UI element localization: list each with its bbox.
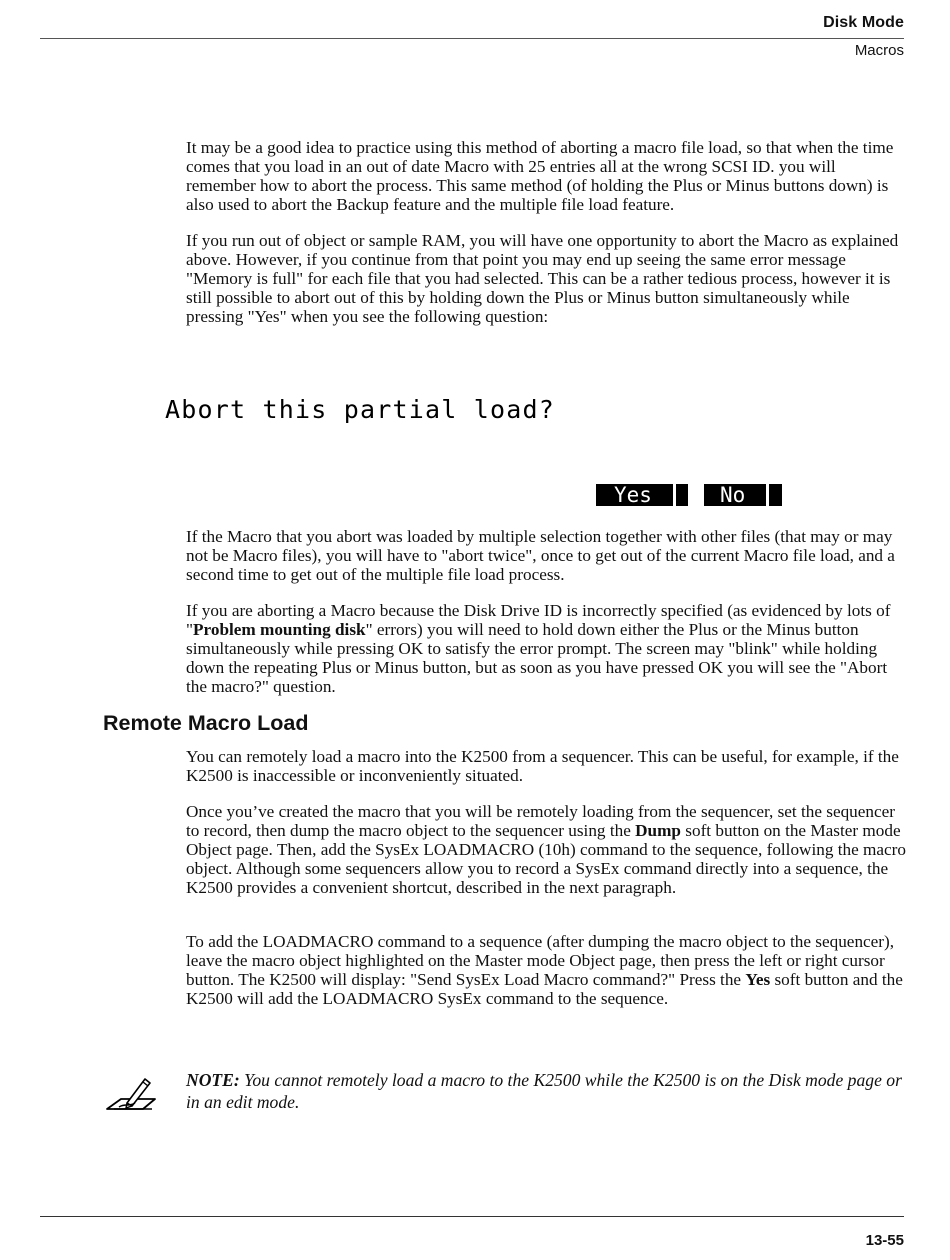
paragraph-drive-id	[186, 601, 908, 696]
dump-text-a: Once you’ve created the macro that you will be remotely loading from the sequencer, set the sequencer to record, then dump the macro object to the sequencer using the	[186, 802, 895, 840]
loadmacro-text-b: soft button and the K2500 will add the LOADMACRO SysEx command to the sequence.	[186, 970, 903, 1008]
pencil-note-icon	[105, 1073, 157, 1113]
paragraph-out-of-ram: If you run out of object or sample RAM, you will have one opportunity to abort the Macro as explained above. However, if you continue from that point you may end up seeing the same error message "Memory is full" for each file that you had selected. This can be a rather tedious process, however it is still possible to abort out of this by holding down the Plus or Minus button simultaneously while pressing "Yes" when you see the following question:	[186, 231, 899, 326]
drive-id-text-b: " errors) you will need to hold down either the Plus or the Minus button simultaneously while pressing OK to satisfy the error prompt. The screen may "blink" while holding down the repeating Plus or Minus button, but as soon as you have pressed OK you will see the "Abort the macro?" question.	[186, 620, 888, 696]
note-label: NOTE:	[186, 1070, 240, 1090]
display-yes-label: Yes	[614, 483, 652, 507]
page-number: 13-55	[865, 1232, 904, 1249]
yes-term: Yes	[745, 970, 771, 989]
footer-rule	[40, 1216, 904, 1217]
paragraph-abort-practice: It may be a good idea to practice using this method of aborting a macro file load, so that when the time comes that you load in an out of date Macro with 25 entries all at the wrong SCSI ID. you will remember how to abort the process. This same method (of holding the Plus or Minus buttons down) is also used to abort the Backup feature and the multiple file load feature.	[186, 138, 894, 214]
note-text	[186, 1069, 908, 1113]
display-no-label: No	[720, 483, 746, 507]
paragraph-remote-load-intro: You can remotely load a macro into the K2500 from a sequencer. This can be useful, for example, if the K2500 is inaccessible or inconveniently situated.	[186, 747, 899, 785]
paragraph-abort-twice: If the Macro that you abort was loaded by multiple selection together with other files (that may or may not be Macro files), you will have to "abort twice", once to get out of the current Macro file load, and a second time to get out of the multiple file load process.	[186, 527, 895, 584]
display-no-notch	[766, 484, 769, 506]
display-question: Abort this partial load?	[165, 395, 556, 424]
display-yes-softbutton	[596, 484, 688, 506]
header-subtitle: Macros	[854, 42, 904, 59]
display-no-softbutton	[704, 484, 782, 506]
dump-term: Dump	[635, 821, 681, 840]
drive-id-text-a: If you are aborting a Macro because the Disk Drive ID is incorrectly specified (as evidenced by lots of "	[186, 601, 891, 639]
paragraph-dump-macro	[186, 802, 908, 897]
note-body: You cannot remotely load a macro to the K2500 while the K2500 is on the Disk mode page or in an edit mode.	[186, 1070, 902, 1112]
header-title: Disk Mode	[823, 14, 904, 31]
display-yes-notch	[673, 484, 676, 506]
section-heading-remote-macro-load: Remote Macro Load	[103, 711, 309, 735]
dump-text-b: soft button on the Master mode Object page. Then, add the SysEx LOADMACRO (10h) command to the sequence, following the macro object. Although some sequencers allow you to record a SysEx command directly into a sequence, the K2500 provides a convenient shortcut, described in the next paragraph.	[186, 821, 906, 897]
header-rule	[40, 38, 904, 39]
problem-mounting-disk-term: Problem mounting disk	[193, 620, 366, 639]
loadmacro-text-a: To add the LOADMACRO command to a sequence (after dumping the macro object to the sequencer), leave the macro object highlighted on the Master mode Object page, then press the left or right cursor button. The K2500 will display: "Send SysEx Load Macro command?" Press the	[186, 932, 895, 989]
paragraph-add-loadmacro	[186, 932, 908, 1008]
